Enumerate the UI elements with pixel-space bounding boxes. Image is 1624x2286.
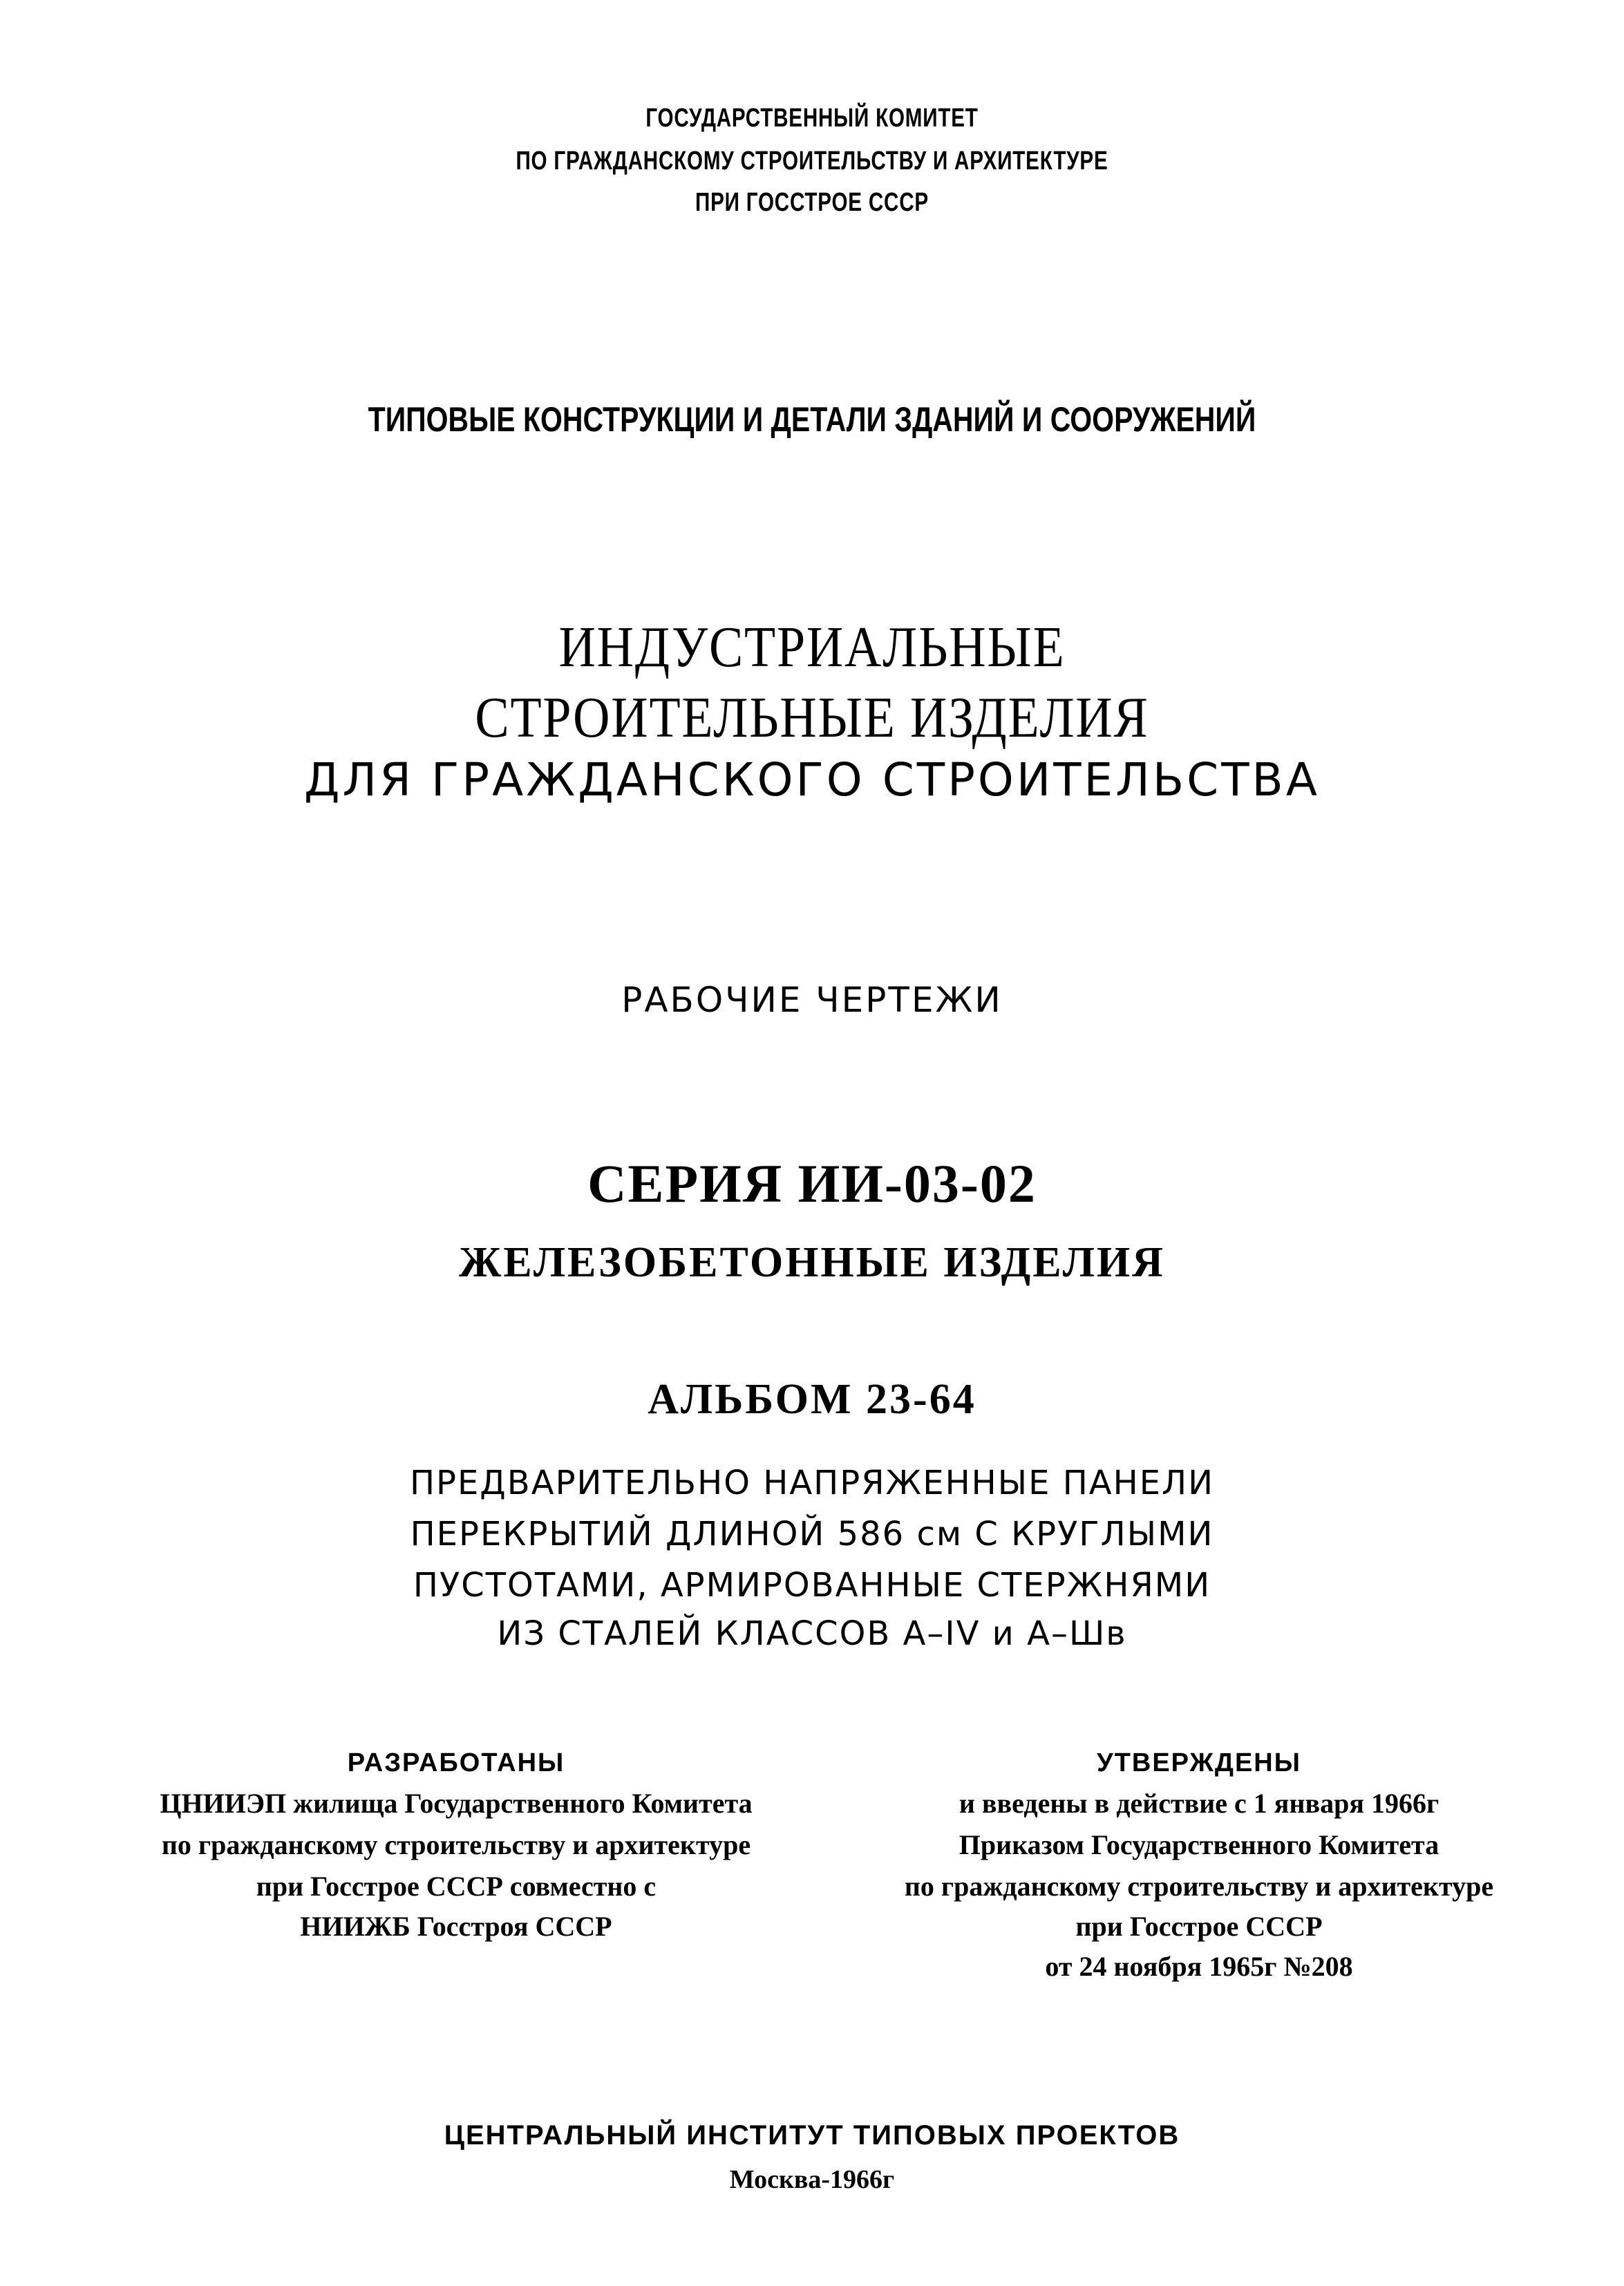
approved-block: [819, 1748, 1579, 1982]
doc-type: РАБОЧИЕ ЧЕРТЕЖИ: [621, 980, 1003, 1020]
approved-line-4: при Госстрое СССР: [1075, 1911, 1323, 1942]
series-label: СЕРИЯ ИИ-03-02: [587, 1153, 1037, 1213]
developed-heading: РАЗРАБОТАНЫ: [347, 1748, 565, 1777]
album-desc-line-2: ПЕРЕКРЫТИЙ ДЛИНОЙ 586 см С КРУГЛЫМИ: [410, 1515, 1214, 1553]
developed-line-1: ЦНИИЭП жилища Государственного Комитета: [160, 1788, 753, 1819]
committee-line-1: ГОСУДАРСТВЕННЫЙ КОМИТЕТ: [645, 104, 979, 133]
place-year: Москва-1966г: [729, 2165, 895, 2194]
committee-line-2: ПО ГРАЖДАНСКОМУ СТРОИТЕЛЬСТВУ И АРХИТЕКТУРЕ: [516, 147, 1108, 176]
approved-line-2: Приказом Государственного Комитета: [959, 1829, 1439, 1860]
approved-line-1: и введены в действие с 1 января 1966г: [959, 1788, 1439, 1819]
developed-line-4: НИИЖБ Госстроя СССР: [300, 1911, 612, 1942]
developed-line-2: по гражданскому строительству и архитектуре: [161, 1829, 751, 1860]
title-line-3: ДЛЯ ГРАЖДАНСКОГО СТРОИТЕЛЬСТВА: [303, 753, 1320, 806]
album-desc-line-1: ПРЕДВАРИТЕЛЬНО НАПРЯЖЕННЫЕ ПАНЕЛИ: [409, 1464, 1215, 1502]
title-line-1: ИНДУСТРИАЛЬНЫЕ: [558, 615, 1066, 679]
title-line-2: СТРОИТЕЛЬНЫЕ ИЗДЕЛИЯ: [475, 686, 1149, 750]
album-desc-line-3: ПУСТОТАМИ, АРМИРОВАННЫЕ СТЕРЖНЯМИ: [413, 1566, 1211, 1605]
album-label: АЛЬБОМ 23-64: [648, 1376, 976, 1423]
series-subtitle: ЖЕЛЕЗОБЕТОННЫЕ ИЗДЕЛИЯ: [459, 1239, 1165, 1286]
committee-line-3: ПРИ ГОССТРОЕ СССР: [695, 188, 929, 217]
developed-block: [76, 1748, 836, 1942]
approved-heading: УТВЕРЖДЕНЫ: [1097, 1748, 1301, 1777]
approved-line-3: по гражданскому строительству и архитектуре: [904, 1871, 1494, 1902]
publisher: ЦЕНТРАЛЬНЫЙ ИНСТИТУТ ТИПОВЫХ ПРОЕКТОВ: [444, 2120, 1180, 2151]
developed-line-3: при Госстрое СССР совместно с: [256, 1871, 657, 1902]
collection-title: ТИПОВЫЕ КОНСТРУКЦИИ И ДЕТАЛИ ЗДАНИЙ И СООРУЖЕНИЙ: [368, 400, 1256, 439]
album-desc-line-4: ИЗ СТАЛЕЙ КЛАССОВ А–IV и А–Шв: [497, 1614, 1127, 1653]
approved-line-5: от 24 ноября 1965г №208: [1045, 1951, 1353, 1982]
